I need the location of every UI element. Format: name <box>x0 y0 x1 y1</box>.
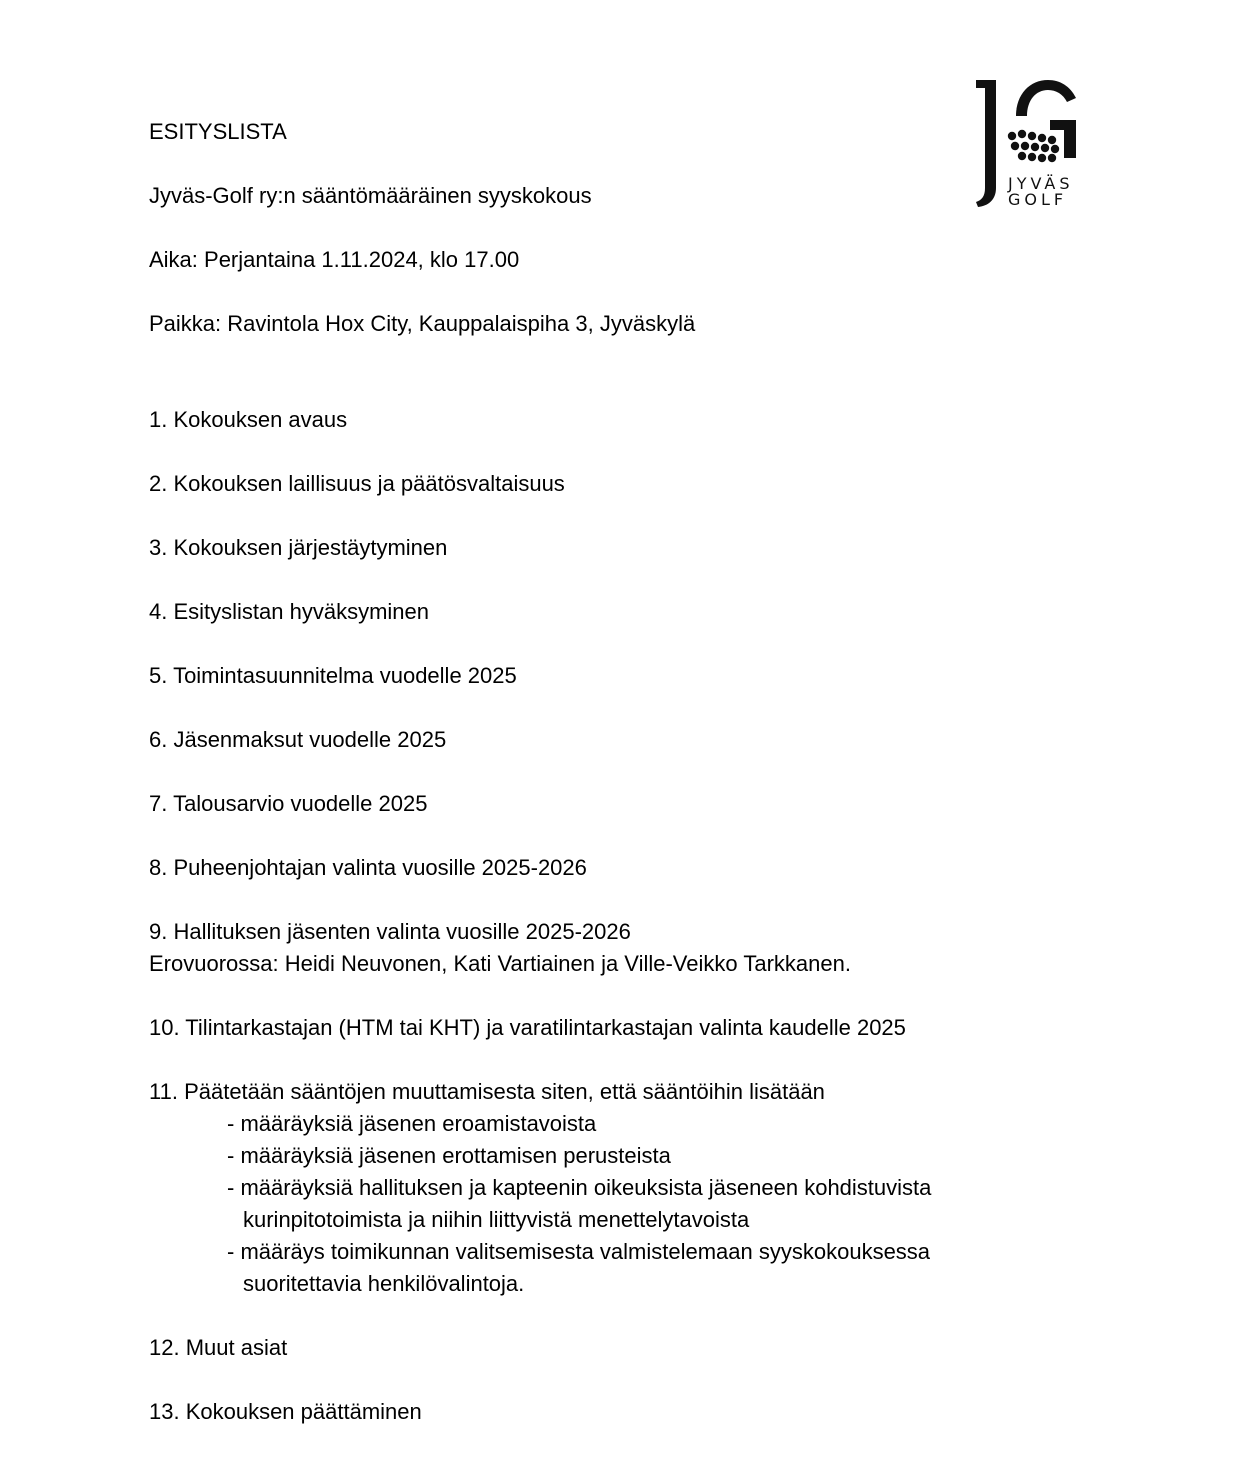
agenda-item-11-sub-3-cont: kurinpitotoimista ja niihin liittyvistä menettelytavoista <box>243 1207 750 1232</box>
meeting-place: Paikka: Ravintola Hox City, Kauppalaispiha 3, Jyväskylä <box>149 311 696 336</box>
agenda-item-5: 5. Toimintasuunnitelma vuodelle 2025 <box>149 663 517 688</box>
agenda-item-13: 13. Kokouksen päättäminen <box>149 1399 422 1424</box>
agenda-item-10: 10. Tilintarkastajan (HTM tai KHT) ja varatilintarkastajan valinta kaudelle 2025 <box>149 1015 906 1040</box>
agenda-item-11-sub-4: - määräys toimikunnan valitsemisesta valmistelemaan syyskokouksessa <box>227 1239 931 1264</box>
agenda-item-6: 6. Jäsenmaksut vuodelle 2025 <box>149 727 447 752</box>
agenda-item-9-note: Erovuorossa: Heidi Neuvonen, Kati Vartiainen ja Ville-Veikko Tarkkanen. <box>149 951 851 976</box>
agenda-item-11: 11. Päätetään sääntöjen muuttamisesta siten, että sääntöihin lisätään <box>149 1079 825 1104</box>
agenda-item-11-sub-1: - määräyksiä jäsenen eroamistavoista <box>227 1111 597 1136</box>
agenda-item-11-sub-2: - määräyksiä jäsenen erottamisen perusteista <box>227 1143 671 1168</box>
agenda-item-4: 4. Esityslistan hyväksyminen <box>149 599 429 624</box>
agenda-item-11-sub-4-cont: suoritettavia henkilövalintoja. <box>243 1271 525 1296</box>
meeting-title: Jyväs-Golf ry:n sääntömääräinen syyskokous <box>149 183 592 208</box>
agenda-item-7: 7. Talousarvio vuodelle 2025 <box>149 791 428 816</box>
meeting-time: Aika: Perjantaina 1.11.2024, klo 17.00 <box>149 247 520 272</box>
agenda-item-2: 2. Kokouksen laillisuus ja päätösvaltaisuus <box>149 471 565 496</box>
document-type: ESITYSLISTA <box>149 119 287 144</box>
logo-text-line1: JYVÄS <box>1008 174 1074 193</box>
agenda-item-12: 12. Muut asiat <box>149 1335 288 1360</box>
logo-text-line2: GOLF <box>1008 190 1068 209</box>
agenda-item-9: 9. Hallituksen jäsenten valinta vuosille 2025-2026 <box>149 919 631 944</box>
agenda-item-8: 8. Puheenjohtajan valinta vuosille 2025-2026 <box>149 855 587 880</box>
agenda-item-11-sub-3: - määräyksiä hallituksen ja kapteenin oikeuksista jäseneen kohdistuvista <box>227 1175 932 1200</box>
agenda-item-3: 3. Kokouksen järjestäytyminen <box>149 535 448 560</box>
agenda-item-1: 1. Kokouksen avaus <box>149 407 348 432</box>
